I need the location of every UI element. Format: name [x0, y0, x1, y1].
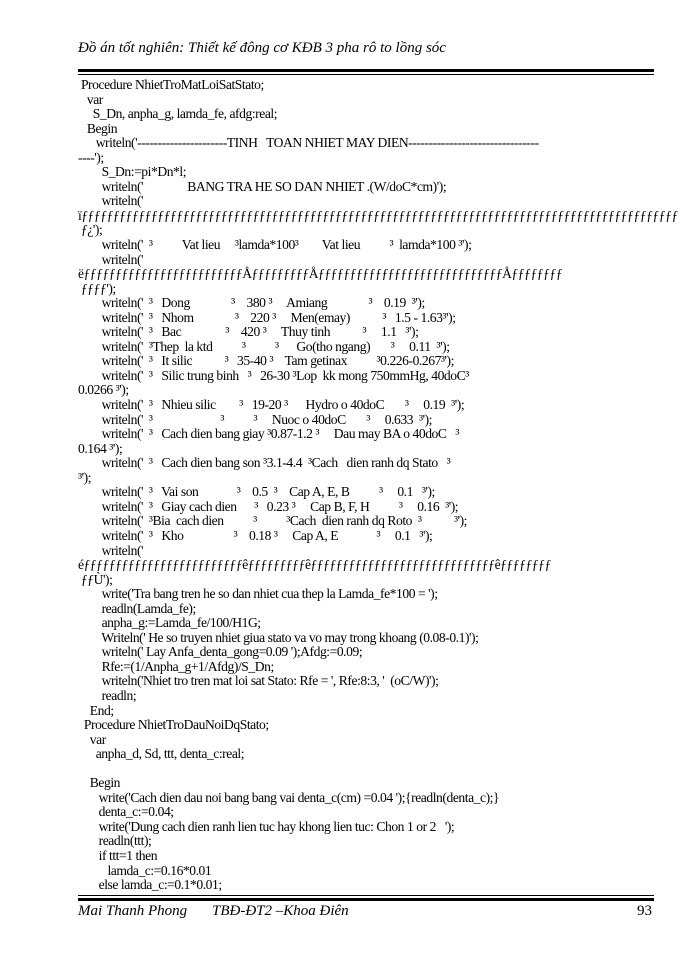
code-line: 0.0266 ³'); — [78, 382, 129, 398]
code-line: else lamda_c:=0.1*0.01; — [78, 877, 222, 893]
header-rule-thick — [78, 69, 654, 72]
code-line: ëƒƒƒƒƒƒƒƒƒƒƒƒƒƒƒƒƒƒƒƒƒƒƒƒƒÅƒƒƒƒƒƒƒƒƒÅƒƒƒƒƒƒƒƒƒƒƒƒƒƒƒƒƒƒƒƒƒƒƒƒƒƒƒƒƒÅƒƒƒƒƒƒƒƒ — [78, 266, 563, 282]
code-line: if ttt=1 then — [78, 847, 158, 863]
code-line: End; — [78, 702, 114, 718]
code-line: writeln(' ³ Nhieu silic ³ 19-20 ³ Hydro o 40doC ³ 0.19 ³'); — [78, 397, 465, 413]
code-line: writeln(' ³ Nhom ³ 220 ³ Men(emay) ³ 1.5 - 1.63³'); — [78, 309, 456, 325]
code-line: writeln(' ³ Kho ³ 0.18 ³ Cap A, E ³ 0.1 ³'); — [78, 527, 433, 543]
code-line: ïƒƒƒƒƒƒƒƒƒƒƒƒƒƒƒƒƒƒƒƒƒƒƒƒƒƒƒƒƒƒƒƒƒƒƒƒƒƒƒƒƒƒƒƒƒƒƒƒƒƒƒƒƒƒƒƒƒƒƒƒƒƒƒƒƒƒƒƒƒƒƒƒƒƒƒƒƒƒƒƒƒƒƒƒƒƒƒƒƒƒƒƒƒƒ — [78, 207, 678, 223]
footer-rule-thick — [78, 898, 654, 901]
code-line: writeln(' ³ Cach dien bang giay ³0.87-1.2 ³ Dau may BA o 40doC ³ — [78, 426, 459, 442]
code-line: readln(ttt); — [78, 833, 152, 849]
code-line: ƒ¿'); — [78, 222, 103, 238]
code-line: S_Dn:=pi*Dn*l; — [78, 164, 187, 180]
code-line: writeln(' Lay Anfa_denta_gong=0.09 ');Afdg:=0.09; — [78, 644, 363, 660]
code-listing — [78, 77, 678, 893]
code-line: writeln(' ³ ³ ³ Nuoc o 40doC ³ 0.633 ³'); — [78, 411, 432, 427]
code-line — [78, 762, 658, 777]
code-line: 0.164 ³'); — [78, 440, 123, 456]
footer-rule-thin — [78, 895, 654, 896]
code-line: Begin — [78, 775, 121, 791]
code-line: write('Cach dien dau noi bang bang vai denta_c(cm) =0.04 ');{readln(denta_c);} — [78, 789, 500, 805]
code-line: writeln(' ³ Giay cach dien ³ 0.23 ³ Cap B, F, H ³ 0.16 ³'); — [78, 498, 459, 514]
code-line: writeln(' ³Thep la ktd ³ ³ Go(tho ngang) ³ 0.11 ³'); — [78, 338, 450, 354]
code-line: writeln(' ³ Vai son ³ 0.5 ³ Cap A, E, B ³ 0.1 ³'); — [78, 484, 435, 500]
code-line: write('Dung cach dien ranh lien tuc hay khong lien tuc: Chon 1 or 2 '); — [78, 818, 455, 834]
code-line: readln; — [78, 687, 137, 703]
footer-author: Mai Thanh Phong — [78, 903, 188, 919]
code-line: writeln(' ³ Bac ³ 420 ³ Thuy tinh ³ 1.1 ³'); — [78, 324, 419, 340]
code-line: anpha_d, Sd, ttt, denta_c:real; — [78, 746, 245, 762]
code-line: anpha_g:=Lamda_fe/100/H1G; — [78, 615, 261, 631]
page-header: Đồ án tốt nghiên: Thiết kế đông cơ KĐB 3 pha rô to lồng sóc — [78, 40, 446, 56]
code-line: readln(Lamda_fe); — [78, 600, 196, 616]
code-line: lamda_c:=0.16*0.01 — [78, 862, 212, 878]
code-line: éƒƒƒƒƒƒƒƒƒƒƒƒƒƒƒƒƒƒƒƒƒƒƒƒƒêƒƒƒƒƒƒƒƒƒêƒƒƒƒƒƒƒƒƒƒƒƒƒƒƒƒƒƒƒƒƒƒƒƒƒƒƒƒƒêƒƒƒƒƒƒƒƒ — [78, 557, 551, 573]
page-number: 93 — [637, 903, 652, 919]
code-line: writeln('Nhiet tro tren mat loi sat Stato: Rfe = ', Rfe:8:3, ' (oC/W)'); — [78, 673, 439, 689]
code-line: ƒƒƒƒ'); — [78, 280, 116, 296]
code-line: writeln(' BANG TRA HE SO DAN NHIET .(W/doC*cm)'); — [78, 178, 447, 194]
code-line: writeln(' ³ It silic ³ 35-40 ³ Tam getinax ³0.226-0.267³'); — [78, 353, 454, 369]
code-line: writeln(' — [78, 193, 144, 209]
code-line: writeln(' ³Bia cach dien ³ ³Cach dien ranh dq Roto ³ ³'); — [78, 513, 467, 529]
code-line: S_Dn, anpha_g, lamda_fe, afdg:real; — [78, 106, 278, 122]
code-line: Procedure NhietTroMatLoiSatStato; — [78, 77, 264, 92]
code-line: Rfe:=(1/Anpha_g+1/Afdg)/S_Dn; — [78, 658, 274, 674]
header-rule-thin — [78, 74, 654, 75]
code-line: writeln(' — [78, 251, 144, 267]
code-line: writeln(' ³ Dong ³ 380 ³ Amiang ³ 0.19 ³'); — [78, 295, 425, 311]
footer-class: TBĐ-ĐT2 –Khoa Điên — [212, 903, 349, 919]
code-line: Begin — [78, 120, 118, 136]
code-line: writeln(' ³ Silic trung binh ³ 26-30 ³Lop kk mong 750mmHg, 40doC³ — [78, 367, 469, 383]
code-line: ----'); — [78, 149, 104, 165]
code-line: writeln(' — [78, 542, 144, 558]
code-line: var — [78, 731, 106, 747]
code-line: denta_c:=0.04; — [78, 804, 174, 820]
code-line: var — [78, 91, 103, 107]
code-line: Procedure NhietTroDauNoiDqStato; — [78, 717, 269, 733]
code-line: writeln(' ³ Cach dien bang son ³3.1-4.4 ³Cach dien ranh dq Stato ³ — [78, 455, 451, 471]
code-line: ³'); — [78, 469, 92, 485]
code-line: writeln('----------------------TINH TOAN NHIET MAY DIEN-------------------------------- — [78, 135, 539, 151]
code-line: writeln(' ³ Vat lieu ³lamda*100³ Vat lieu ³ lamda*100 ³'); — [78, 237, 472, 253]
code-line: Writeln(' He so truyen nhiet giua stato va vo may trong khoang (0.08-0.1)'); — [78, 629, 479, 645]
code-line: ƒƒÙ'); — [78, 571, 113, 587]
code-line: write('Tra bang tren he so dan nhiet cua thep la Lamda_fe*100 = '); — [78, 586, 438, 602]
